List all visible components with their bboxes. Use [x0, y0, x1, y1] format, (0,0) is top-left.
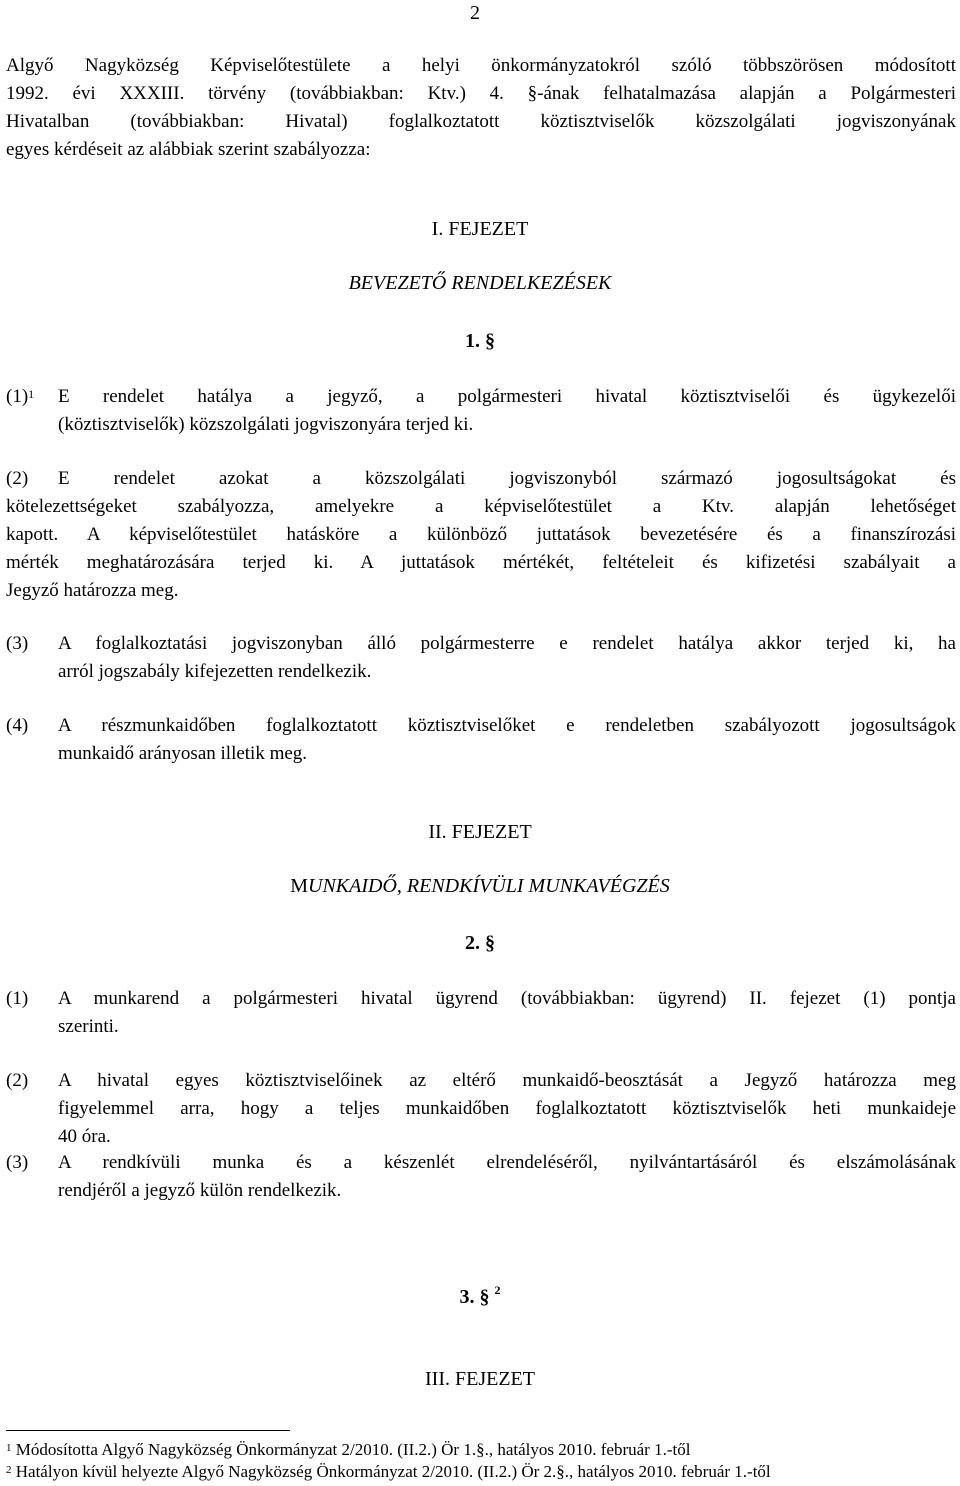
chapter-1-subtitle: BEVEZETŐ RENDELKEZÉSEK: [348, 272, 612, 294]
paragraph-1-4: [6, 712, 956, 768]
preamble-line: Hivatalban (továbbiakban: Hivatal) foglalkoztatott köztisztviselők közszolgálati jogviszonyának: [6, 111, 956, 132]
preamble: [6, 52, 956, 164]
paragraph-line: (köztisztviselők) közszolgálati jogviszonyára terjed ki.: [58, 414, 474, 435]
paragraph-line: E rendelet hatálya a jegyző, a polgármesteri hivatal köztisztviselői és ügykezelői: [58, 386, 956, 407]
paragraph-1-3: [6, 630, 956, 686]
paragraph-number: (3): [6, 1152, 29, 1173]
section-3-heading: 3. § $^2$: [459, 1283, 501, 1308]
footnote-2: [6, 1461, 771, 1483]
footnote-marker: 1: [6, 1442, 12, 1454]
footnote-text: Módosította Algyő Nagyközség Önkormányzat 2/2010. (II.2.) Ör 1.§., hatályos 2010. február 1.-től: [15, 1440, 691, 1459]
paragraph-2-1: [6, 985, 956, 1041]
chapter-2-title: II. FEJEZET: [428, 821, 532, 843]
paragraph-line: munkaidő arányosan illetik meg.: [58, 743, 308, 764]
paragraph-line: A rendkívüli munka és a készenlét elrendeléséről, nyilvántartásáról és elszámolásának: [58, 1152, 956, 1173]
paragraph-line: kapott. A képviselőtestület hatásköre a különböző juttatások bevezetésére és a finanszírozási: [6, 524, 956, 545]
chapter-3-title: III. FEJEZET: [425, 1368, 535, 1390]
paragraph-number: (2): [6, 468, 29, 489]
section-2-heading: 2. §: [465, 932, 495, 954]
paragraph-line: mérték meghatározására terjed ki. A juttatások mértékét, feltételeit és kifizetési szabályait a: [6, 552, 956, 573]
paragraph-number: (2): [6, 1070, 29, 1091]
paragraph-line: A munkarend a polgármesteri hivatal ügyrend (továbbiakban: ügyrend) II. fejezet (1) pontja: [58, 988, 956, 1009]
footnote-marker: 2: [6, 1464, 12, 1476]
paragraph-1-1: [6, 383, 956, 439]
paragraph-line: A hivatal egyes köztisztviselőinek az eltérő munkaidő-beosztását a Jegyző határozza meg: [58, 1070, 956, 1091]
paragraph-line: szerinti.: [58, 1016, 119, 1037]
paragraph-line: rendjéről a jegyző külön rendelkezik.: [58, 1180, 342, 1201]
chapter-2-subtitle: MUNKAIDŐ, RENDKÍVÜLI MUNKAVÉGZÉS: [290, 875, 670, 897]
paragraph-2-2: [6, 1067, 956, 1151]
paragraph-line: A foglalkoztatási jogviszonyban álló polgármesterre e rendelet hatálya akkor terjed ki, ha: [58, 633, 956, 654]
paragraph-line: 40 óra.: [58, 1126, 111, 1147]
paragraph-number: $(1)^1$: [6, 386, 35, 407]
paragraph-2-3: [6, 1149, 956, 1205]
paragraph-number: (3): [6, 633, 29, 654]
page-number: 2: [470, 2, 480, 24]
footnote-1: [6, 1439, 690, 1461]
footnote-divider: [6, 1430, 290, 1431]
paragraph-1-2: [6, 465, 956, 605]
paragraph-line: figyelemmel arra, hogy a teljes munkaidőben foglalkoztatott köztisztviselők heti munkaideje: [58, 1098, 956, 1119]
paragraph-line: A részmunkaidőben foglalkoztatott köztisztviselőket e rendeletben szabályozott jogosultságok: [58, 715, 956, 736]
paragraph-line: Jegyző határozza meg.: [6, 580, 179, 601]
footnote-ref: 2: [494, 1283, 501, 1297]
paragraph-number: (1): [6, 988, 29, 1009]
section-1-heading: 1. §: [465, 330, 495, 352]
footnote-text: Hatályon kívül helyezte Algyő Nagyközség Önkormányzat 2/2010. (II.2.) Ör 2.§., hatályos 2010. február 1.-től: [15, 1462, 771, 1481]
paragraph-line: kötelezettségeket szabályozza, amelyekre a képviselőtestület a Ktv. alapján lehetőséget: [6, 496, 956, 517]
preamble-line: Algyő Nagyközség Képviselőtestülete a helyi önkormányzatokról szóló többszörösen módosított: [6, 55, 956, 76]
paragraph-line: E rendelet azokat a közszolgálati jogviszonyból származó jogosultságokat és: [58, 468, 956, 489]
paragraph-number: (4): [6, 715, 29, 736]
footnote-ref: 1: [28, 387, 35, 401]
chapter-1-title: I. FEJEZET: [431, 218, 529, 240]
preamble-line: egyes kérdéseit az alábbiak szerint szabályozza:: [6, 139, 371, 160]
paragraph-line: arról jogszabály kifejezetten rendelkezik.: [58, 661, 372, 682]
preamble-line: 1992. évi XXXIII. törvény (továbbiakban: Ktv.) 4. §-ának felhatalmazása alapján a Polgármesteri: [6, 83, 956, 104]
